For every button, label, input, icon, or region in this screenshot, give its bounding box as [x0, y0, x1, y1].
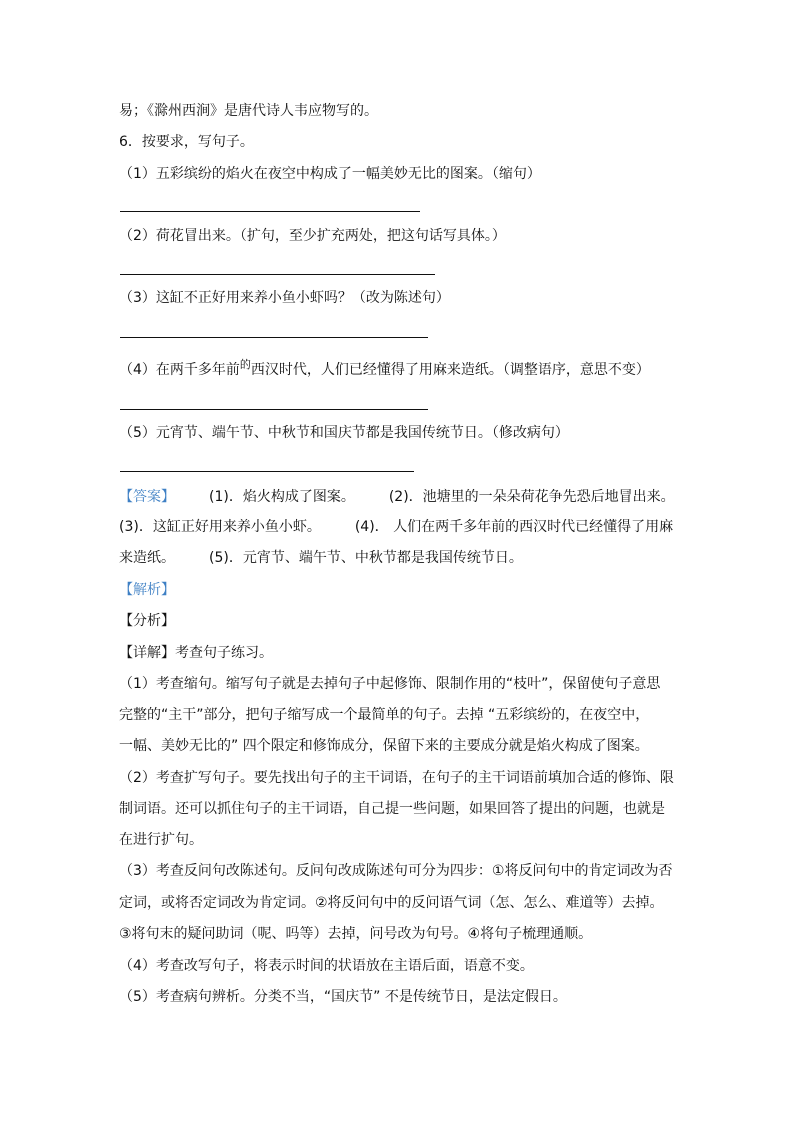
question-item-5: （5）元宵节、端午节、中秋节和国庆节都是我国传统节日。（修改病句） — [119, 425, 569, 441]
question-item-1: （1）五彩缤纷的焰火在夜空中构成了一幅美妙无比的图案。（缩句） — [119, 166, 541, 182]
analysis-label: 【解析】 — [119, 582, 175, 598]
answer-line — [119, 549, 523, 567]
answer-1: (1)．焰火构成了图案。 — [209, 489, 355, 505]
answer-line-4[interactable] — [120, 409, 428, 410]
answer-4: (4)． 人们在两千多年前的西汉时代已经懂得了用麻 — [354, 519, 674, 535]
question-item-4 — [119, 358, 650, 380]
analysis-line: （3）考查反问句改陈述句。反问句改成陈述句可分为四步：①将反问句中的肯定词改为否 — [119, 863, 673, 879]
item4-after: 西汉时代，人们已经懂得了用麻来造纸。（调整语序，意思不变） — [250, 362, 650, 378]
item4-mark: 的 — [239, 358, 251, 371]
answer-5: (5)．元宵节、端午节、中秋节都是我国传统节日。 — [209, 550, 523, 566]
answer-2: (2)．池塘里的一朵朵荷花争先恐后地冒出来。 — [388, 489, 675, 505]
answer-3: (3)．这缸正好用来养小鱼小虾。 — [119, 519, 321, 535]
answer-line-3[interactable] — [120, 337, 428, 338]
answer-label: 【答案】 — [119, 489, 175, 505]
answer-line-5[interactable] — [120, 471, 414, 472]
answer-line — [119, 488, 675, 506]
analysis-line: 完整的“主干”部分，把句子缩写成一个最简单的句子。去掉 “五彩缤纷的，在夜空中， — [119, 707, 650, 723]
analysis-line: 制词语。还可以抓住句子的主干词语，自己提一些问题，如果回答了提出的问题，也就是 — [119, 801, 665, 817]
analysis-line: （5）考查病句辨析。分类不当，“国庆节” 不是传统节日，是法定假日。 — [119, 989, 567, 1005]
fenxi-label: 【分析】 — [119, 613, 175, 629]
question-item-3: （3）这缸不正好用来养小鱼小虾吗？（改为陈述句） — [119, 290, 450, 306]
question-item-2: （2）荷花冒出来。（扩句，至少扩充两处，把这句话写具体。） — [119, 228, 506, 244]
answer-line-1[interactable] — [120, 211, 420, 212]
analysis-line: 在进行扩句。 — [119, 832, 203, 848]
answer-line-2[interactable] — [120, 274, 435, 275]
answer-line — [119, 518, 673, 536]
analysis-line: （4）考查改写句子，将表示时间的状语放在主语后面，语意不变。 — [119, 958, 534, 974]
analysis-line: 一幅、美妙无比的” 四个限定和修饰成分，保留下来的主要成分就是焰火构成了图案。 — [119, 738, 649, 754]
analysis-line: 【详解】考查句子练习。 — [119, 645, 273, 661]
answer-4-cont: 来造纸。 — [119, 550, 175, 566]
analysis-line: （2）考查扩写句子。要先找出句子的主干词语，在句子的主干词语前填加合适的修饰、限 — [119, 770, 674, 786]
question-title: 6．按要求，写句子。 — [119, 134, 254, 150]
analysis-line: ③将句末的疑问助词（呢、吗等）去掉，问号改为句号。④将句子梳理通顺。 — [119, 926, 593, 942]
analysis-line: （1）考查缩句。缩写句子就是去掉句子中起修饰、限制作用的“枝叶”，保留使句子意思 — [119, 676, 661, 692]
analysis-line: 定词，或将否定词改为肯定词。②将反问句中的反问语气词（怎、怎么、难道等）去掉。 — [119, 895, 664, 911]
intro-line: 易；《滁州西涧》是唐代诗人韦应物写的。 — [119, 103, 378, 119]
item4-before: （4）在两千多年前 — [119, 362, 240, 378]
